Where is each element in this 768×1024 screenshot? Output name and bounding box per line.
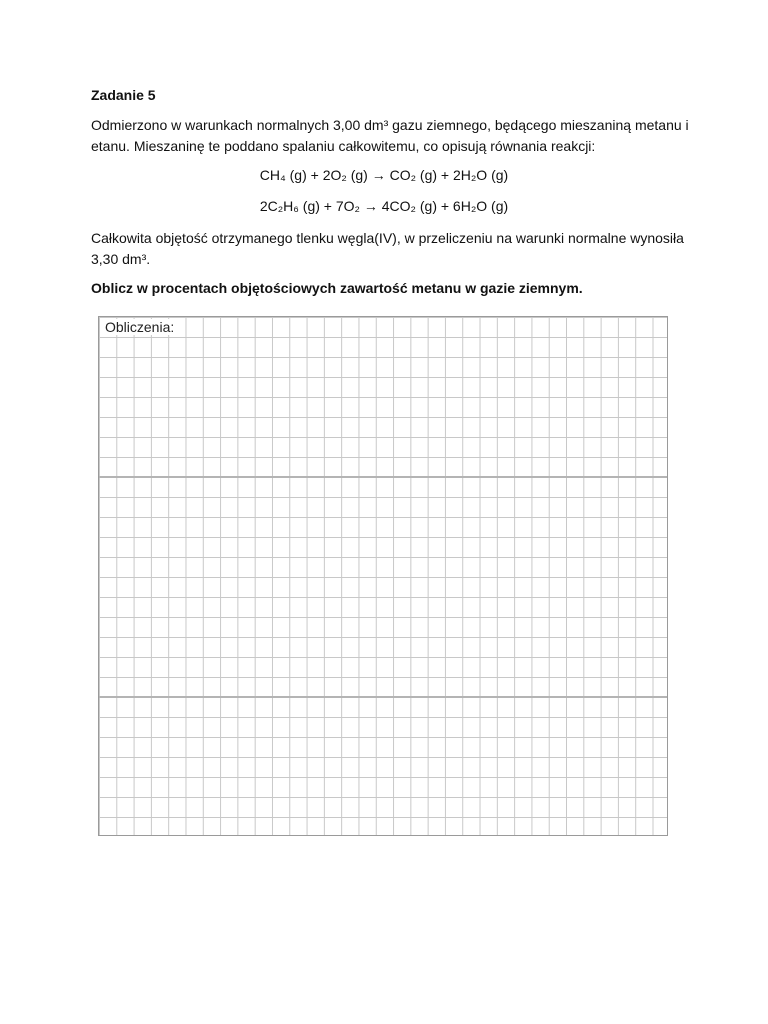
task-intro: Odmierzono w warunkach normalnych 3,00 dm³ gazu ziemnego, będącego mieszaniną metanu i etanu. Mieszaninę te poddano spalaniu całkowitemu, co opisują równania reakcji: (91, 117, 689, 154)
grid-divider (99, 696, 667, 698)
calculation-grid[interactable] (98, 316, 668, 836)
reaction-equation-methane: CH₄ (g) + 2O₂ (g) → CO₂ (g) + 2H₂O (g) (259, 167, 509, 183)
task-question: Oblicz w procentach objętościowych zawartość metanu w gazie ziemnym. (91, 280, 583, 296)
calculation-label: Obliczenia: (105, 319, 175, 335)
task-title: Zadanie 5 (91, 87, 156, 103)
task-result-statement: Całkowita objętość otrzymanego tlenku węgla(IV), w przeliczeniu na warunki normalne wynosiła 3,30 dm³. (91, 230, 684, 267)
reaction-equation-ethane: 2C₂H₆ (g) + 7O₂ → 4CO₂ (g) + 6H₂O (g) (259, 198, 509, 214)
grid-divider (99, 476, 667, 478)
